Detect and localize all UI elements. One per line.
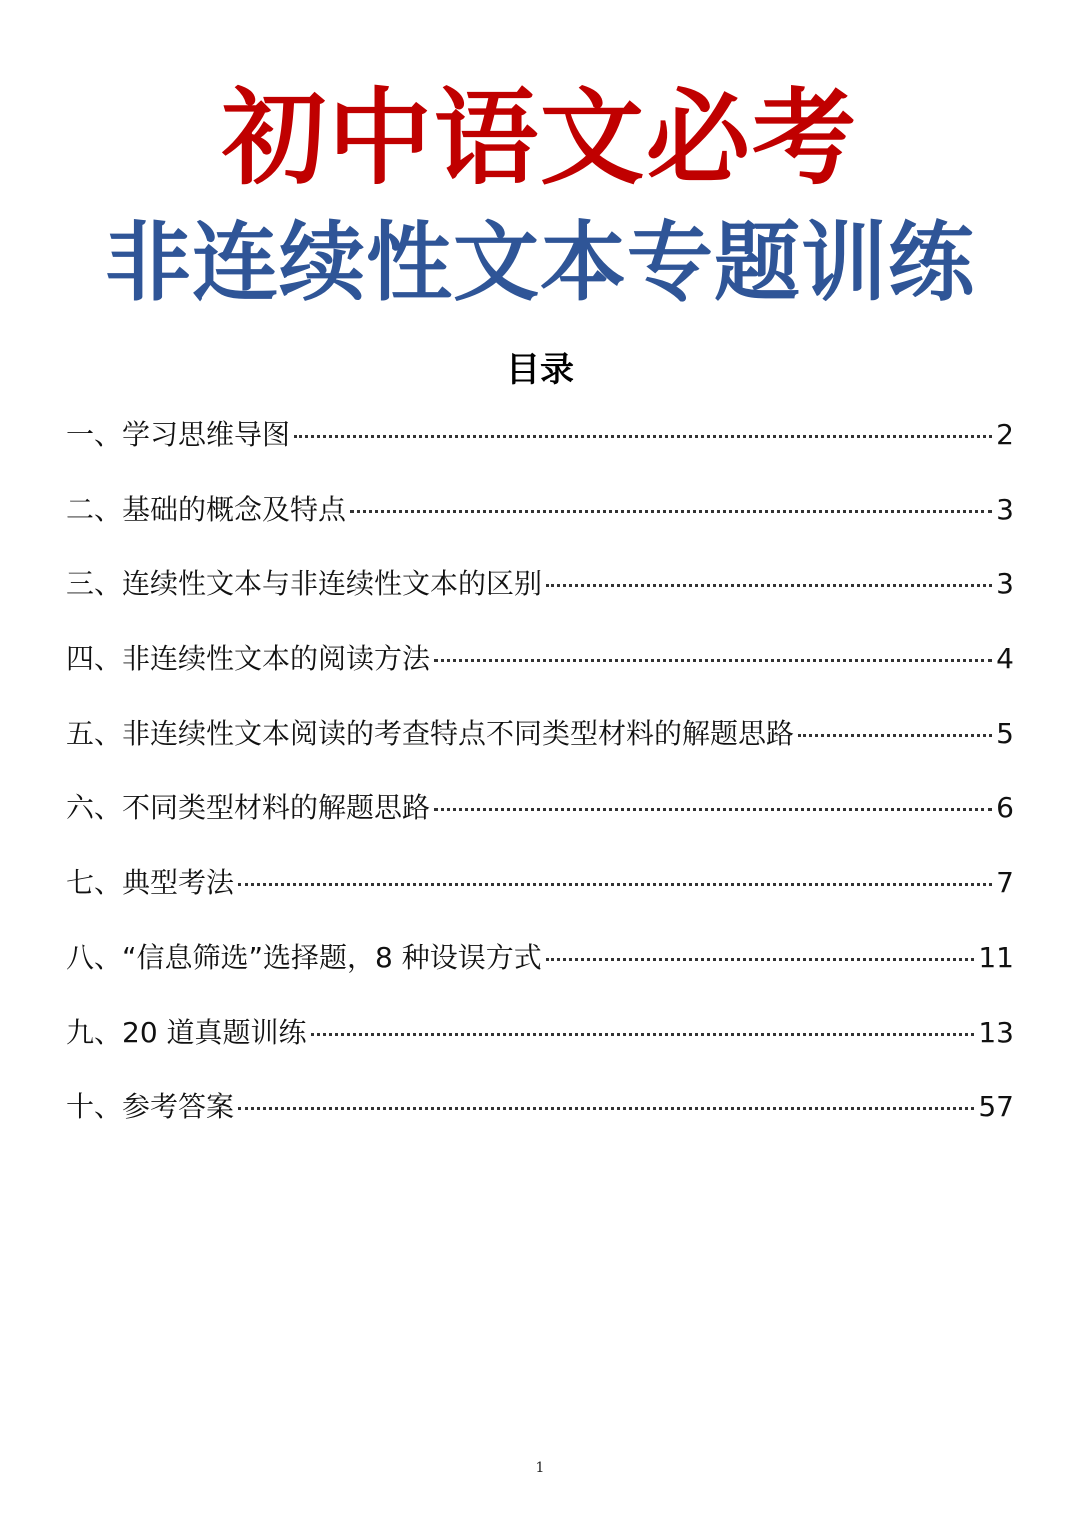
- toc-entry-page: 3: [996, 492, 1014, 526]
- toc-entry-label: 四、非连续性文本的阅读方法: [66, 642, 431, 676]
- document-subtitle: 非连续性文本专题训练: [105, 213, 975, 313]
- toc-entry-page: 7: [996, 866, 1014, 900]
- toc-entry-label: 三、连续性文本与非连续性文本的区别: [66, 567, 543, 601]
- document-title: 初中语文必考: [221, 77, 858, 199]
- toc-entry-4[interactable]: [66, 636, 1014, 711]
- toc-leader-dots: [434, 808, 992, 811]
- toc-entry-1[interactable]: [66, 412, 1014, 487]
- toc-entry-label: 十、参考答案: [66, 1090, 235, 1124]
- toc-leader-dots: [546, 584, 992, 587]
- toc-entry-page: 5: [996, 716, 1014, 750]
- toc-leader-dots: [546, 958, 975, 961]
- toc-entry-3[interactable]: [66, 561, 1014, 636]
- table-of-contents: [66, 412, 1014, 1159]
- toc-leader-dots: [434, 659, 992, 662]
- toc-entry-7[interactable]: [66, 860, 1014, 935]
- toc-leader-dots: [350, 510, 992, 513]
- toc-entry-5[interactable]: [66, 711, 1014, 786]
- toc-entry-page: 6: [996, 791, 1014, 825]
- page-number: 1: [535, 1460, 545, 1476]
- toc-entry-10[interactable]: [66, 1084, 1014, 1159]
- toc-entry-9[interactable]: [66, 1010, 1014, 1085]
- toc-leader-dots: [311, 1033, 975, 1036]
- toc-entry-label: 六、不同类型材料的解题思路: [66, 791, 431, 825]
- toc-entry-label: 九、20 道真题训练: [66, 1015, 307, 1049]
- toc-entry-page: 2: [996, 418, 1014, 451]
- toc-entry-page: 13: [978, 1015, 1014, 1049]
- toc-heading: 目录: [506, 350, 574, 390]
- toc-entry-2[interactable]: [66, 487, 1014, 562]
- toc-entry-page: 4: [996, 642, 1014, 676]
- toc-entry-6[interactable]: [66, 785, 1014, 860]
- toc-entry-page: 3: [996, 567, 1014, 601]
- toc-leader-dots: [238, 883, 992, 886]
- toc-entry-page: 57: [978, 1090, 1014, 1124]
- toc-entry-label: 七、典型考法: [66, 866, 235, 900]
- toc-entry-label: 五、非连续性文本阅读的考查特点不同类型材料的解题思路: [66, 716, 795, 750]
- toc-entry-8[interactable]: [66, 935, 1014, 1010]
- toc-leader-dots: [294, 435, 992, 438]
- toc-entry-label: 八、“信息筛选”选择题，8 种设误方式: [66, 940, 542, 974]
- toc-entry-page: 11: [978, 940, 1014, 974]
- toc-entry-label: 一、学习思维导图: [66, 418, 291, 451]
- toc-entry-label: 二、基础的概念及特点: [66, 492, 347, 526]
- toc-leader-dots: [238, 1107, 974, 1110]
- toc-leader-dots: [798, 734, 992, 737]
